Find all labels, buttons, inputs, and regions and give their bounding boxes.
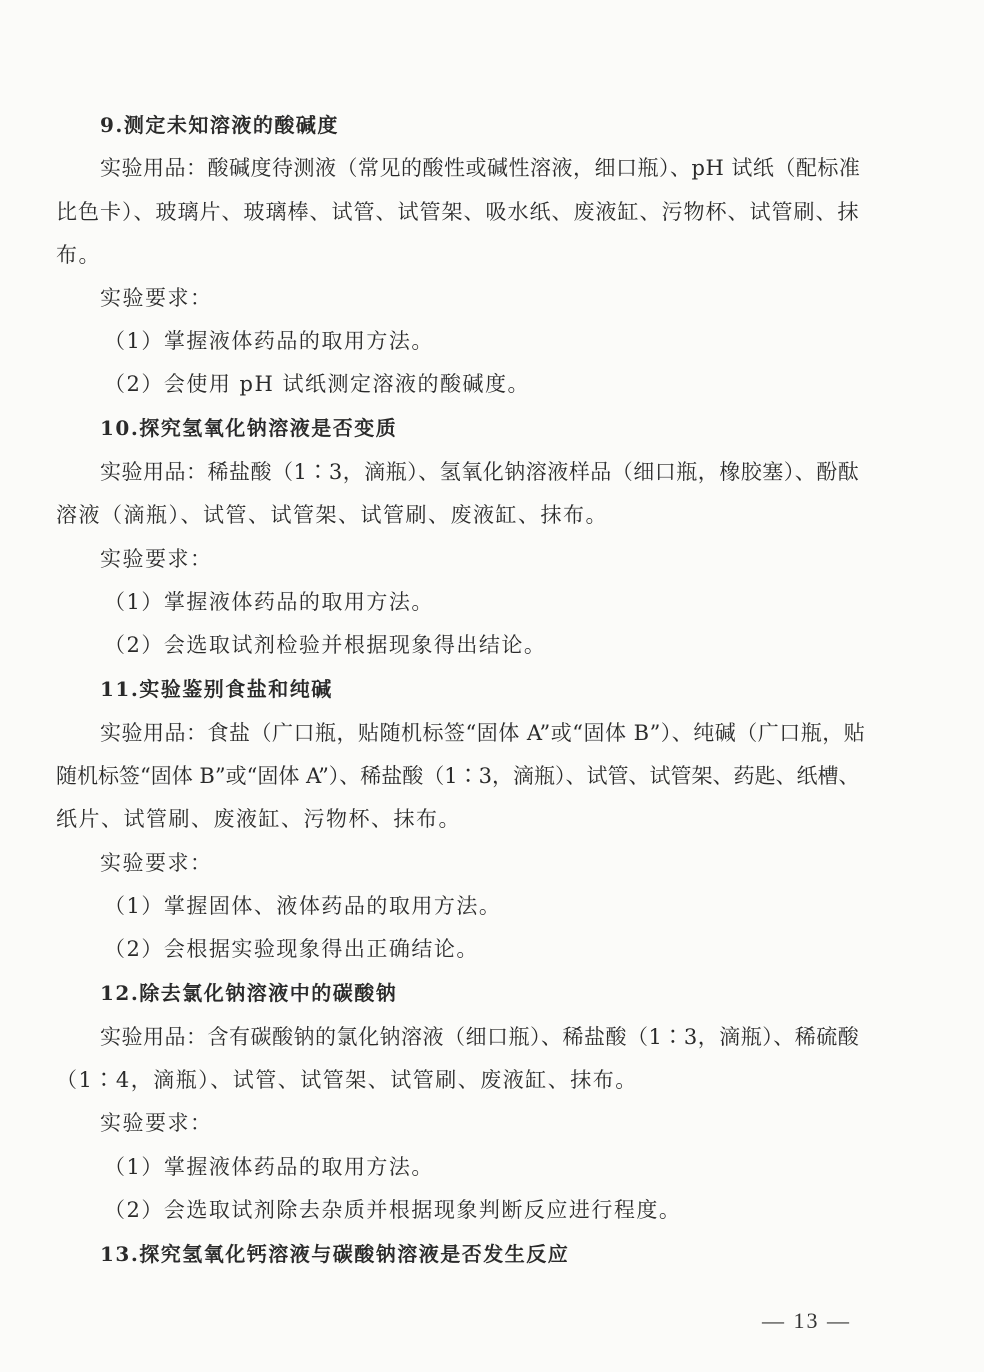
materials-line: 实验用品：含有碳酸钠的氯化钠溶液（细口瓶）、稀盐酸（1∶3，滴瓶）、稀硫酸	[100, 1025, 860, 1049]
requirement-item: （1）掌握固体、液体药品的取用方法。	[104, 894, 502, 918]
requirements-label: 实验要求：	[100, 547, 213, 571]
materials-line: 纸片、试管刷、废液缸、污物杯、抹布。	[56, 807, 461, 831]
requirement-item: （2）会选取试剂除去杂质并根据现象判断反应进行程度。	[104, 1198, 682, 1222]
materials-line: 随机标签“固体 B”或“固体 A”）、稀盐酸（1∶3，滴瓶）、试管、试管架、药匙、纸槽、	[56, 764, 860, 788]
section-heading-9: 9.测定未知溶液的酸碱度	[100, 113, 339, 137]
materials-line: （1∶4，滴瓶）、试管、试管架、试管刷、废液缸、抹布。	[56, 1068, 638, 1092]
section-heading-11: 11.实验鉴别食盐和纯碱	[100, 677, 333, 701]
requirement-item: （2）会根据实验现象得出正确结论。	[104, 937, 479, 961]
materials-line: 溶液（滴瓶）、试管、试管架、试管刷、废液缸、抹布。	[56, 503, 608, 527]
section-heading-12: 12.除去氯化钠溶液中的碳酸钠	[100, 981, 398, 1005]
materials-line: 布。	[56, 243, 101, 267]
materials-line: 比色卡）、玻璃片、玻璃棒、试管、试管架、吸水纸、废液缸、污物杯、试管刷、抹	[56, 200, 860, 224]
requirements-label: 实验要求：	[100, 286, 213, 310]
requirement-item: （2）会选取试剂检验并根据现象得出结论。	[104, 633, 547, 657]
requirement-item: （1）掌握液体药品的取用方法。	[104, 1155, 434, 1179]
materials-line: 实验用品：酸碱度待测液（常见的酸性或碱性溶液，细口瓶）、pH 试纸（配标准	[100, 156, 861, 180]
requirements-label: 实验要求：	[100, 1111, 213, 1135]
section-heading-10: 10.探究氢氧化钠溶液是否变质	[100, 416, 398, 440]
materials-line: 实验用品：稀盐酸（1∶3，滴瓶）、氢氧化钠溶液样品（细口瓶，橡胶塞）、酚酞	[100, 460, 860, 484]
requirements-label: 实验要求：	[100, 851, 213, 875]
materials-line: 实验用品：食盐（广口瓶，贴随机标签“固体 A”或“固体 B”）、纯碱（广口瓶，贴	[100, 721, 866, 745]
section-heading-13: 13.探究氢氧化钙溶液与碳酸钠溶液是否发生反应	[100, 1242, 570, 1266]
requirement-item: （2）会使用 pH 试纸测定溶液的酸碱度。	[104, 372, 530, 396]
page-number: — 13 —	[762, 1308, 851, 1333]
requirement-item: （1）掌握液体药品的取用方法。	[104, 329, 434, 353]
requirement-item: （1）掌握液体药品的取用方法。	[104, 590, 434, 614]
